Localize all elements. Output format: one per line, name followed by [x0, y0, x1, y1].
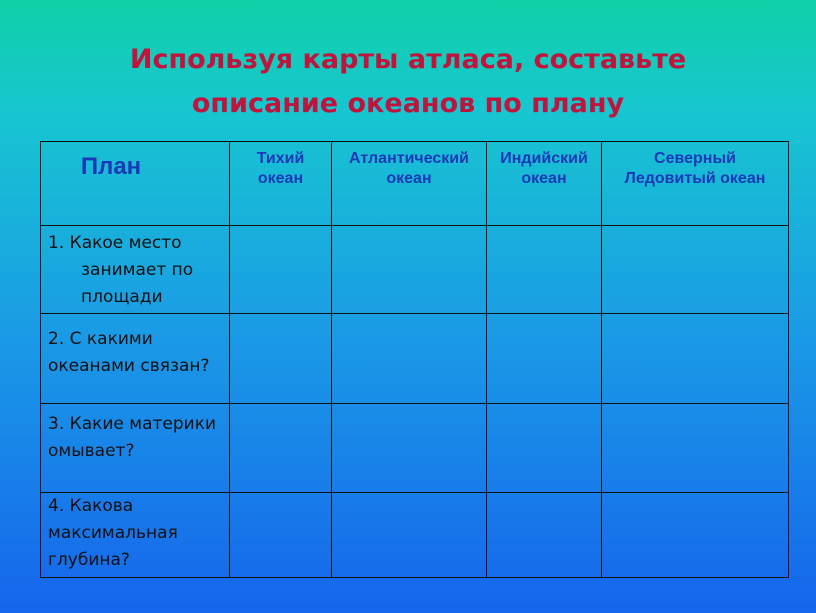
- cell-empty[interactable]: [487, 226, 602, 314]
- row-4-line-3: глубина?: [48, 550, 130, 570]
- table-row: [41, 493, 789, 578]
- row-4-label: [41, 493, 230, 578]
- header-indian-line-1: Индийский: [500, 150, 588, 167]
- cell-empty[interactable]: [230, 314, 332, 404]
- cell-empty[interactable]: [332, 314, 487, 404]
- header-pacific-line-1: Тихий: [256, 150, 305, 167]
- cell-empty[interactable]: [602, 404, 789, 493]
- table-header-row: [41, 142, 789, 226]
- cell-empty[interactable]: [332, 226, 487, 314]
- header-pacific: [230, 142, 332, 226]
- cell-empty[interactable]: [230, 493, 332, 578]
- row-2-line-2: океанами связан?: [48, 356, 210, 376]
- row-3-line-1: 3. Какие материки: [48, 414, 217, 434]
- cell-empty[interactable]: [230, 226, 332, 314]
- cell-empty[interactable]: [487, 493, 602, 578]
- row-4-line-2: максимальная: [48, 523, 178, 543]
- title-line-1: Используя карты атласа, составьте: [129, 44, 687, 75]
- header-arctic: [602, 142, 789, 226]
- cell-empty[interactable]: [487, 404, 602, 493]
- table-row: [41, 404, 789, 493]
- header-plan: [41, 142, 230, 226]
- header-pacific-line-2: океан: [257, 170, 304, 187]
- header-atlantic-line-2: океан: [386, 170, 432, 187]
- row-2-label: [41, 314, 230, 404]
- row-2-line-1: 2. С какими: [48, 329, 153, 349]
- row-1-line-1: 1. Какое место: [48, 233, 182, 253]
- cell-empty[interactable]: [332, 493, 487, 578]
- header-atlantic-line-1: Атлантический: [349, 150, 469, 167]
- row-1-line-2: занимает по: [81, 260, 194, 280]
- header-plan-label: План: [80, 153, 142, 180]
- header-arctic-line-2: Ледовитый океан: [624, 170, 766, 187]
- cell-empty[interactable]: [487, 314, 602, 404]
- row-1-label: [41, 226, 230, 314]
- row-3-label: [41, 404, 230, 493]
- header-atlantic: [332, 142, 487, 226]
- cell-empty[interactable]: [602, 226, 789, 314]
- row-4-line-1: 4. Какова: [48, 496, 134, 516]
- header-arctic-line-1: Северный: [654, 150, 736, 167]
- cell-empty[interactable]: [230, 404, 332, 493]
- cell-empty[interactable]: [332, 404, 487, 493]
- row-3-line-2: омывает?: [48, 441, 135, 461]
- title-line-2: описание океанов по плану: [191, 88, 625, 119]
- cell-empty[interactable]: [602, 314, 789, 404]
- table-row: [41, 314, 789, 404]
- row-1-line-3: площади: [81, 287, 163, 307]
- cell-empty[interactable]: [602, 493, 789, 578]
- header-indian: [487, 142, 602, 226]
- header-indian-line-2: океан: [521, 170, 567, 187]
- table-row: [41, 226, 789, 314]
- page-title: [0, 38, 816, 126]
- ocean-plan-table: [40, 141, 789, 578]
